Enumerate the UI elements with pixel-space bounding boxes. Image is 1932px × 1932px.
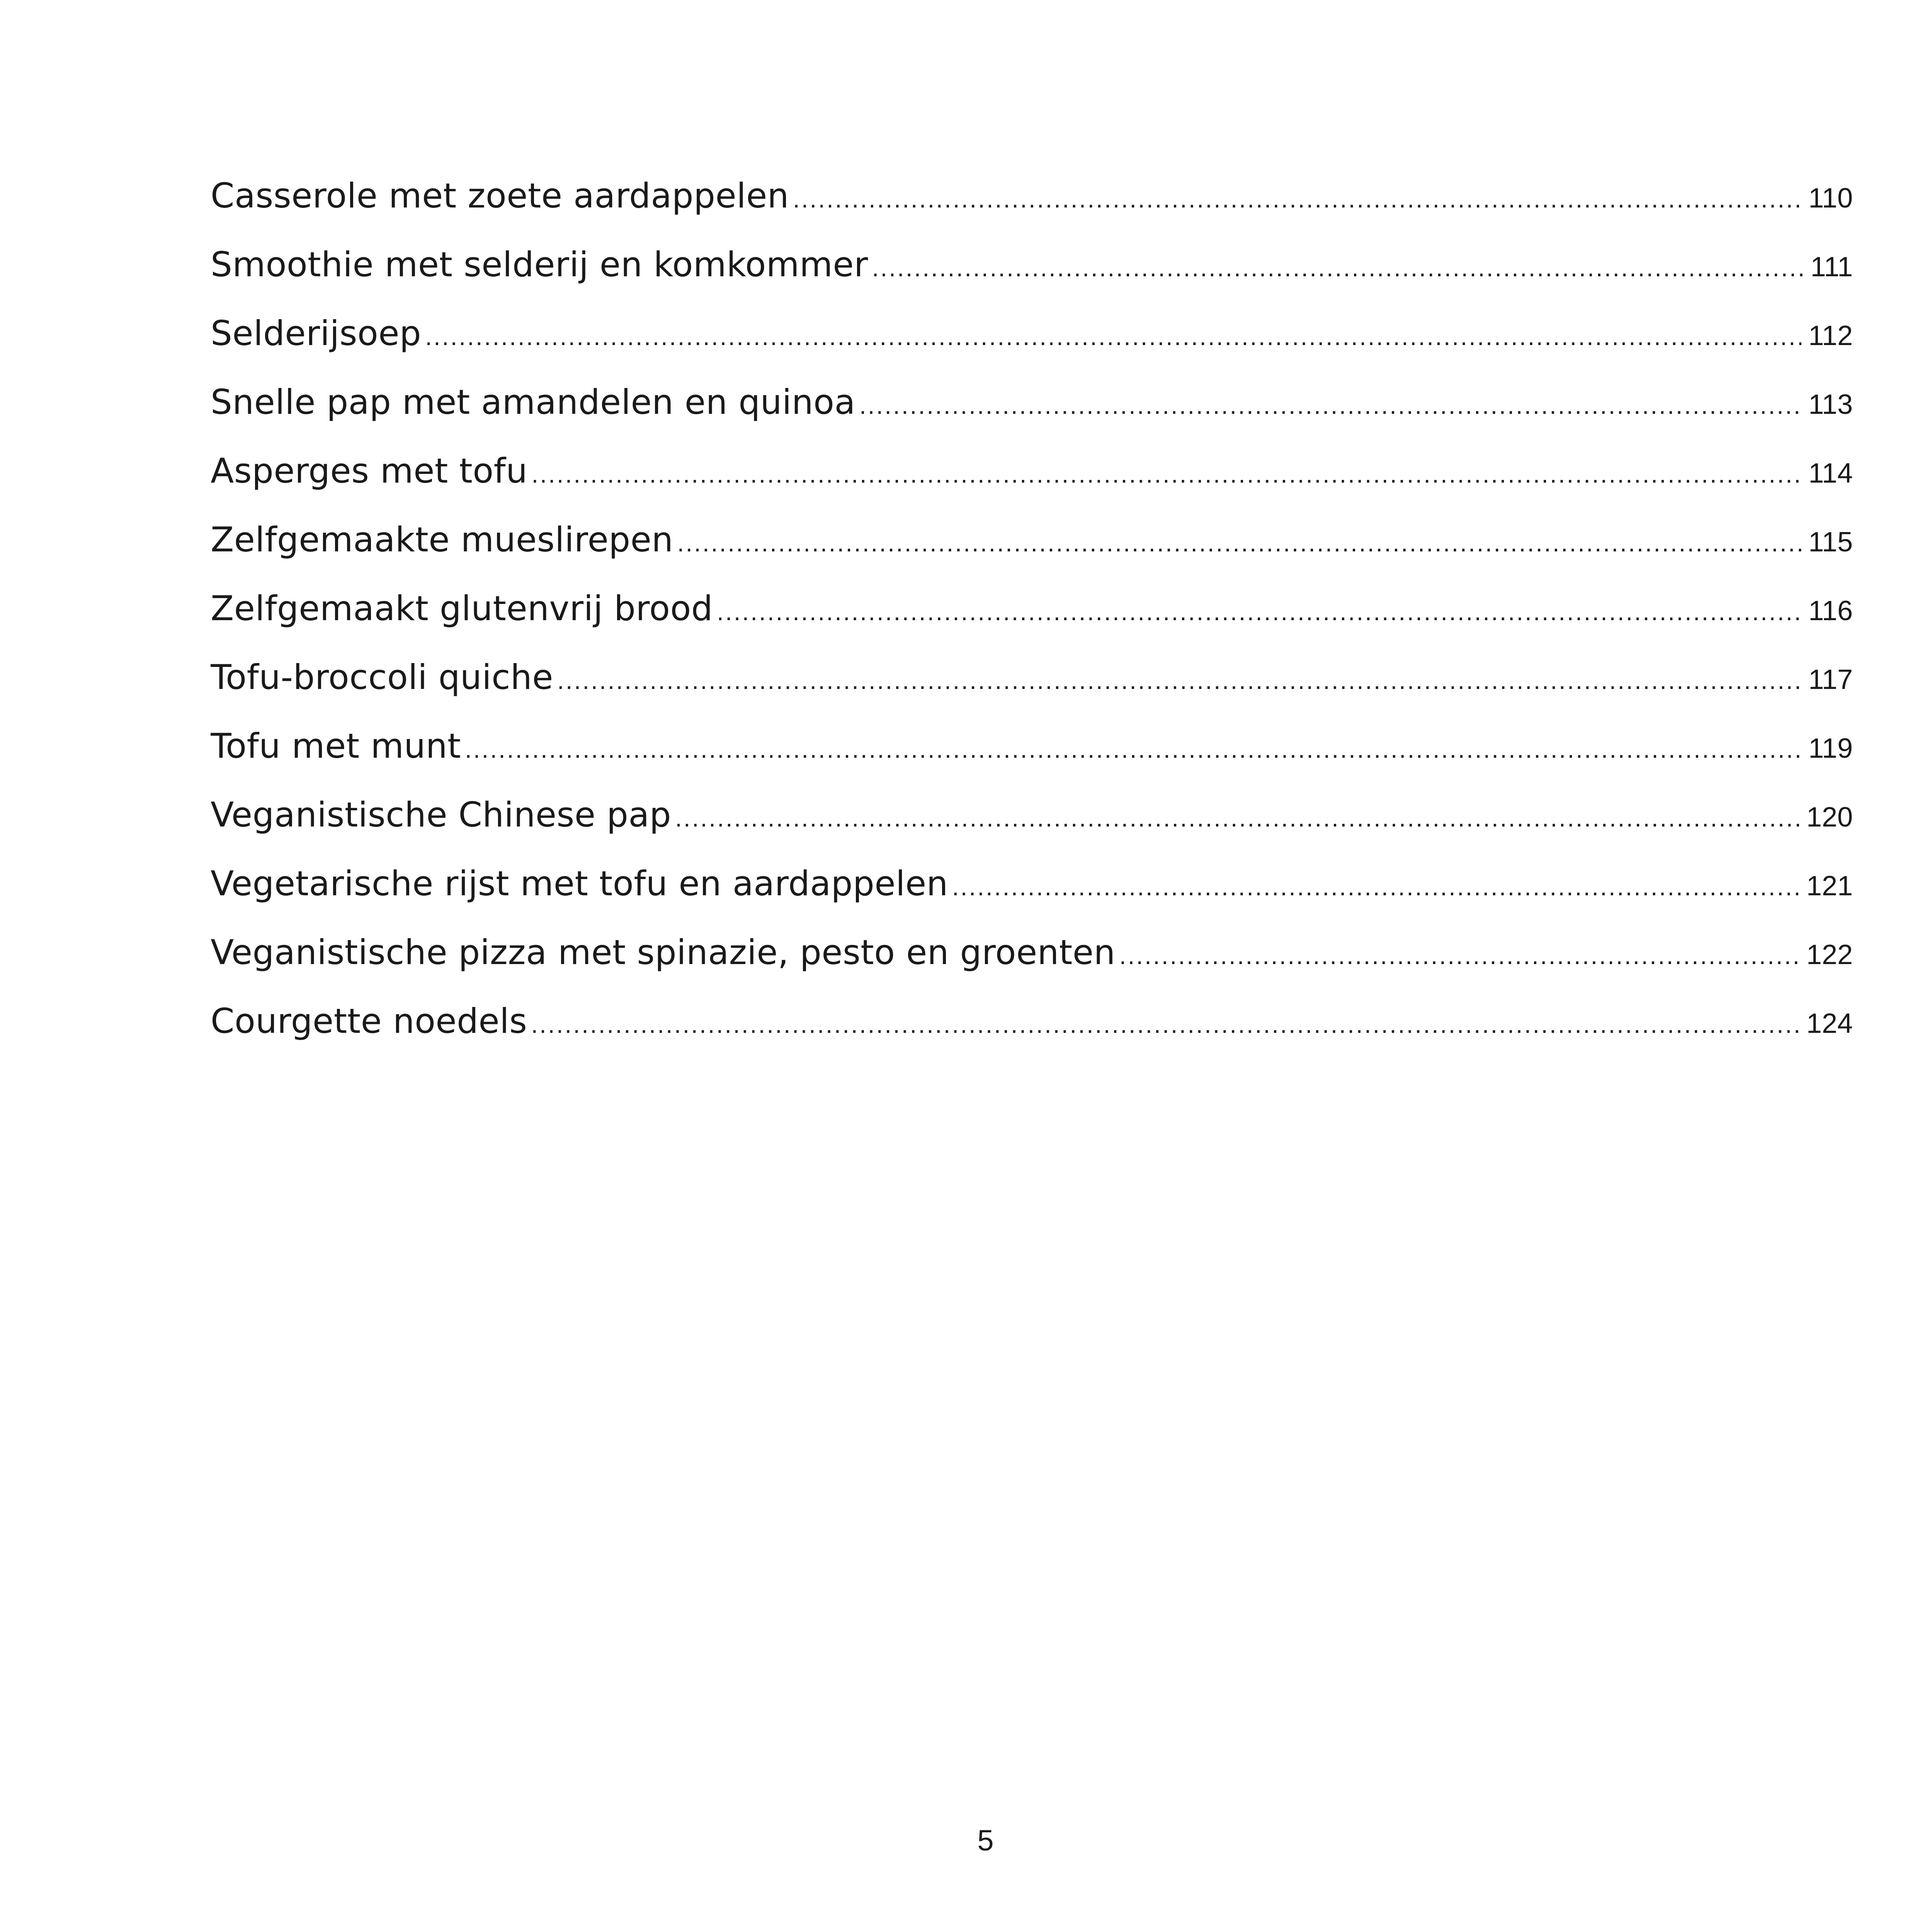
toc-entry[interactable] (211, 932, 1853, 1001)
toc-entry[interactable] (211, 451, 1853, 520)
toc-dot-leader (465, 735, 1801, 764)
toc-entry-page: 114 (1808, 458, 1853, 489)
toc-entry[interactable] (211, 382, 1853, 451)
toc-entry[interactable] (211, 657, 1853, 726)
toc-entry-page: 120 (1806, 802, 1853, 833)
toc-dot-leader (1119, 941, 1799, 970)
toc-entry-title: Courgette noedels (211, 1001, 527, 1041)
toc-dot-leader (531, 1010, 1799, 1039)
toc-dot-leader (677, 529, 1802, 557)
toc-dot-leader (675, 804, 1799, 832)
toc-entry-title: Casserole met zoete aardappelen (211, 176, 789, 216)
toc-entry-page: 112 (1808, 320, 1853, 351)
toc-dot-leader (859, 391, 1801, 420)
toc-entry-title: Zelfgemaakte mueslirepen (211, 520, 673, 560)
toc-entry-title: Smoothie met selderij en komkommer (211, 245, 868, 284)
table-of-contents (211, 176, 1853, 1070)
toc-entry-page: 110 (1808, 183, 1853, 214)
toc-dot-leader (952, 872, 1799, 901)
toc-entry[interactable] (211, 588, 1853, 657)
toc-entry[interactable] (211, 245, 1853, 313)
toc-entry-page: 117 (1808, 664, 1853, 695)
toc-entry-page: 113 (1808, 389, 1853, 420)
toc-dot-leader (872, 253, 1804, 282)
toc-entry[interactable] (211, 726, 1853, 795)
toc-entry[interactable] (211, 176, 1853, 245)
toc-entry[interactable] (211, 313, 1853, 382)
toc-entry-page: 115 (1808, 527, 1853, 558)
toc-entry[interactable] (211, 864, 1853, 932)
toc-entry-title: Tofu met munt (211, 726, 461, 766)
toc-entry-title: Veganistische Chinese pap (211, 795, 672, 835)
toc-entry-title: Asperges met tofu (211, 451, 528, 491)
toc-dot-leader (717, 597, 1801, 626)
toc-entry-page: 116 (1808, 595, 1853, 626)
toc-entry-page: 122 (1806, 939, 1853, 970)
toc-entry-page: 121 (1806, 871, 1853, 901)
toc-entry-page: 124 (1806, 1008, 1853, 1039)
toc-entry-title: Snelle pap met amandelen en quinoa (211, 382, 855, 422)
toc-dot-leader (557, 666, 1801, 695)
toc-entry-title: Veganistische pizza met spinazie, pesto en groenten (211, 932, 1116, 972)
toc-entry-title: Tofu-broccoli quiche (211, 657, 553, 697)
toc-entry[interactable] (211, 1001, 1853, 1070)
toc-entry-title: Zelfgemaakt glutenvrij brood (211, 588, 713, 628)
toc-entry-title: Vegetarische rijst met tofu en aardappelen (211, 864, 948, 903)
toc-dot-leader (531, 460, 1801, 488)
toc-entry[interactable] (211, 795, 1853, 864)
toc-entry-title: Selderijsoep (211, 313, 422, 353)
toc-entry[interactable] (211, 520, 1853, 588)
toc-entry-page: 119 (1808, 733, 1853, 764)
page-number: 5 (977, 1824, 994, 1857)
toc-dot-leader (793, 185, 1801, 213)
toc-dot-leader (425, 322, 1801, 351)
toc-entry-page: 111 (1810, 252, 1853, 282)
